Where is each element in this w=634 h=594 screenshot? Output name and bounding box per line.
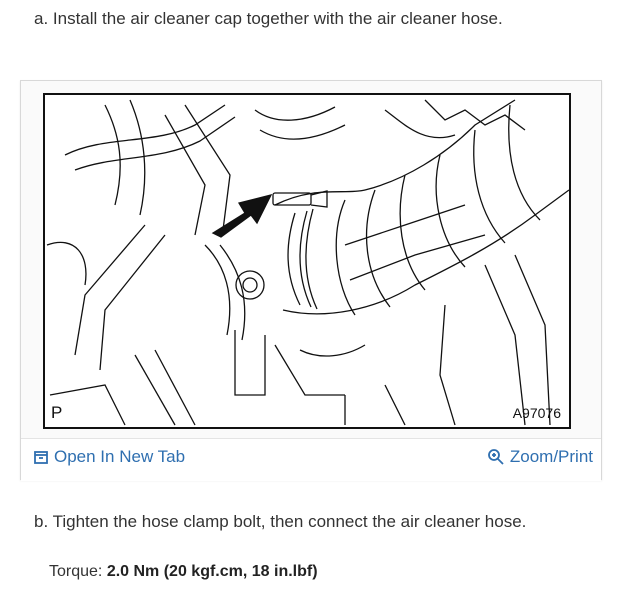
- open-new-tab-icon: [33, 449, 49, 465]
- zoom-icon: [487, 448, 505, 466]
- step-b-text: b. Tighten the hose clamp bolt, then connect the air cleaner hose.: [34, 512, 527, 531]
- torque-value: 2.0 Nm (20 kgf.cm, 18 in.lbf): [106, 563, 318, 580]
- zoom-print-link[interactable]: [487, 447, 593, 467]
- air-cleaner-hose-illustration: [45, 95, 569, 427]
- torque-spec: [49, 563, 318, 581]
- figure-corner-label: P: [51, 403, 63, 422]
- figure-illustration: [43, 93, 571, 429]
- figure-card: [20, 80, 602, 480]
- open-in-new-tab-link[interactable]: [33, 447, 185, 467]
- step-a-text: a. Install the air cleaner cap together with the air cleaner hose.: [34, 9, 503, 28]
- figure-actions-bar: [21, 438, 601, 481]
- zoom-print-label: Zoom/Print: [509, 447, 593, 466]
- open-in-new-tab-label: Open In New Tab: [54, 447, 186, 466]
- torque-label: Torque:: [49, 563, 107, 580]
- figure-id-label: A97076: [512, 405, 561, 421]
